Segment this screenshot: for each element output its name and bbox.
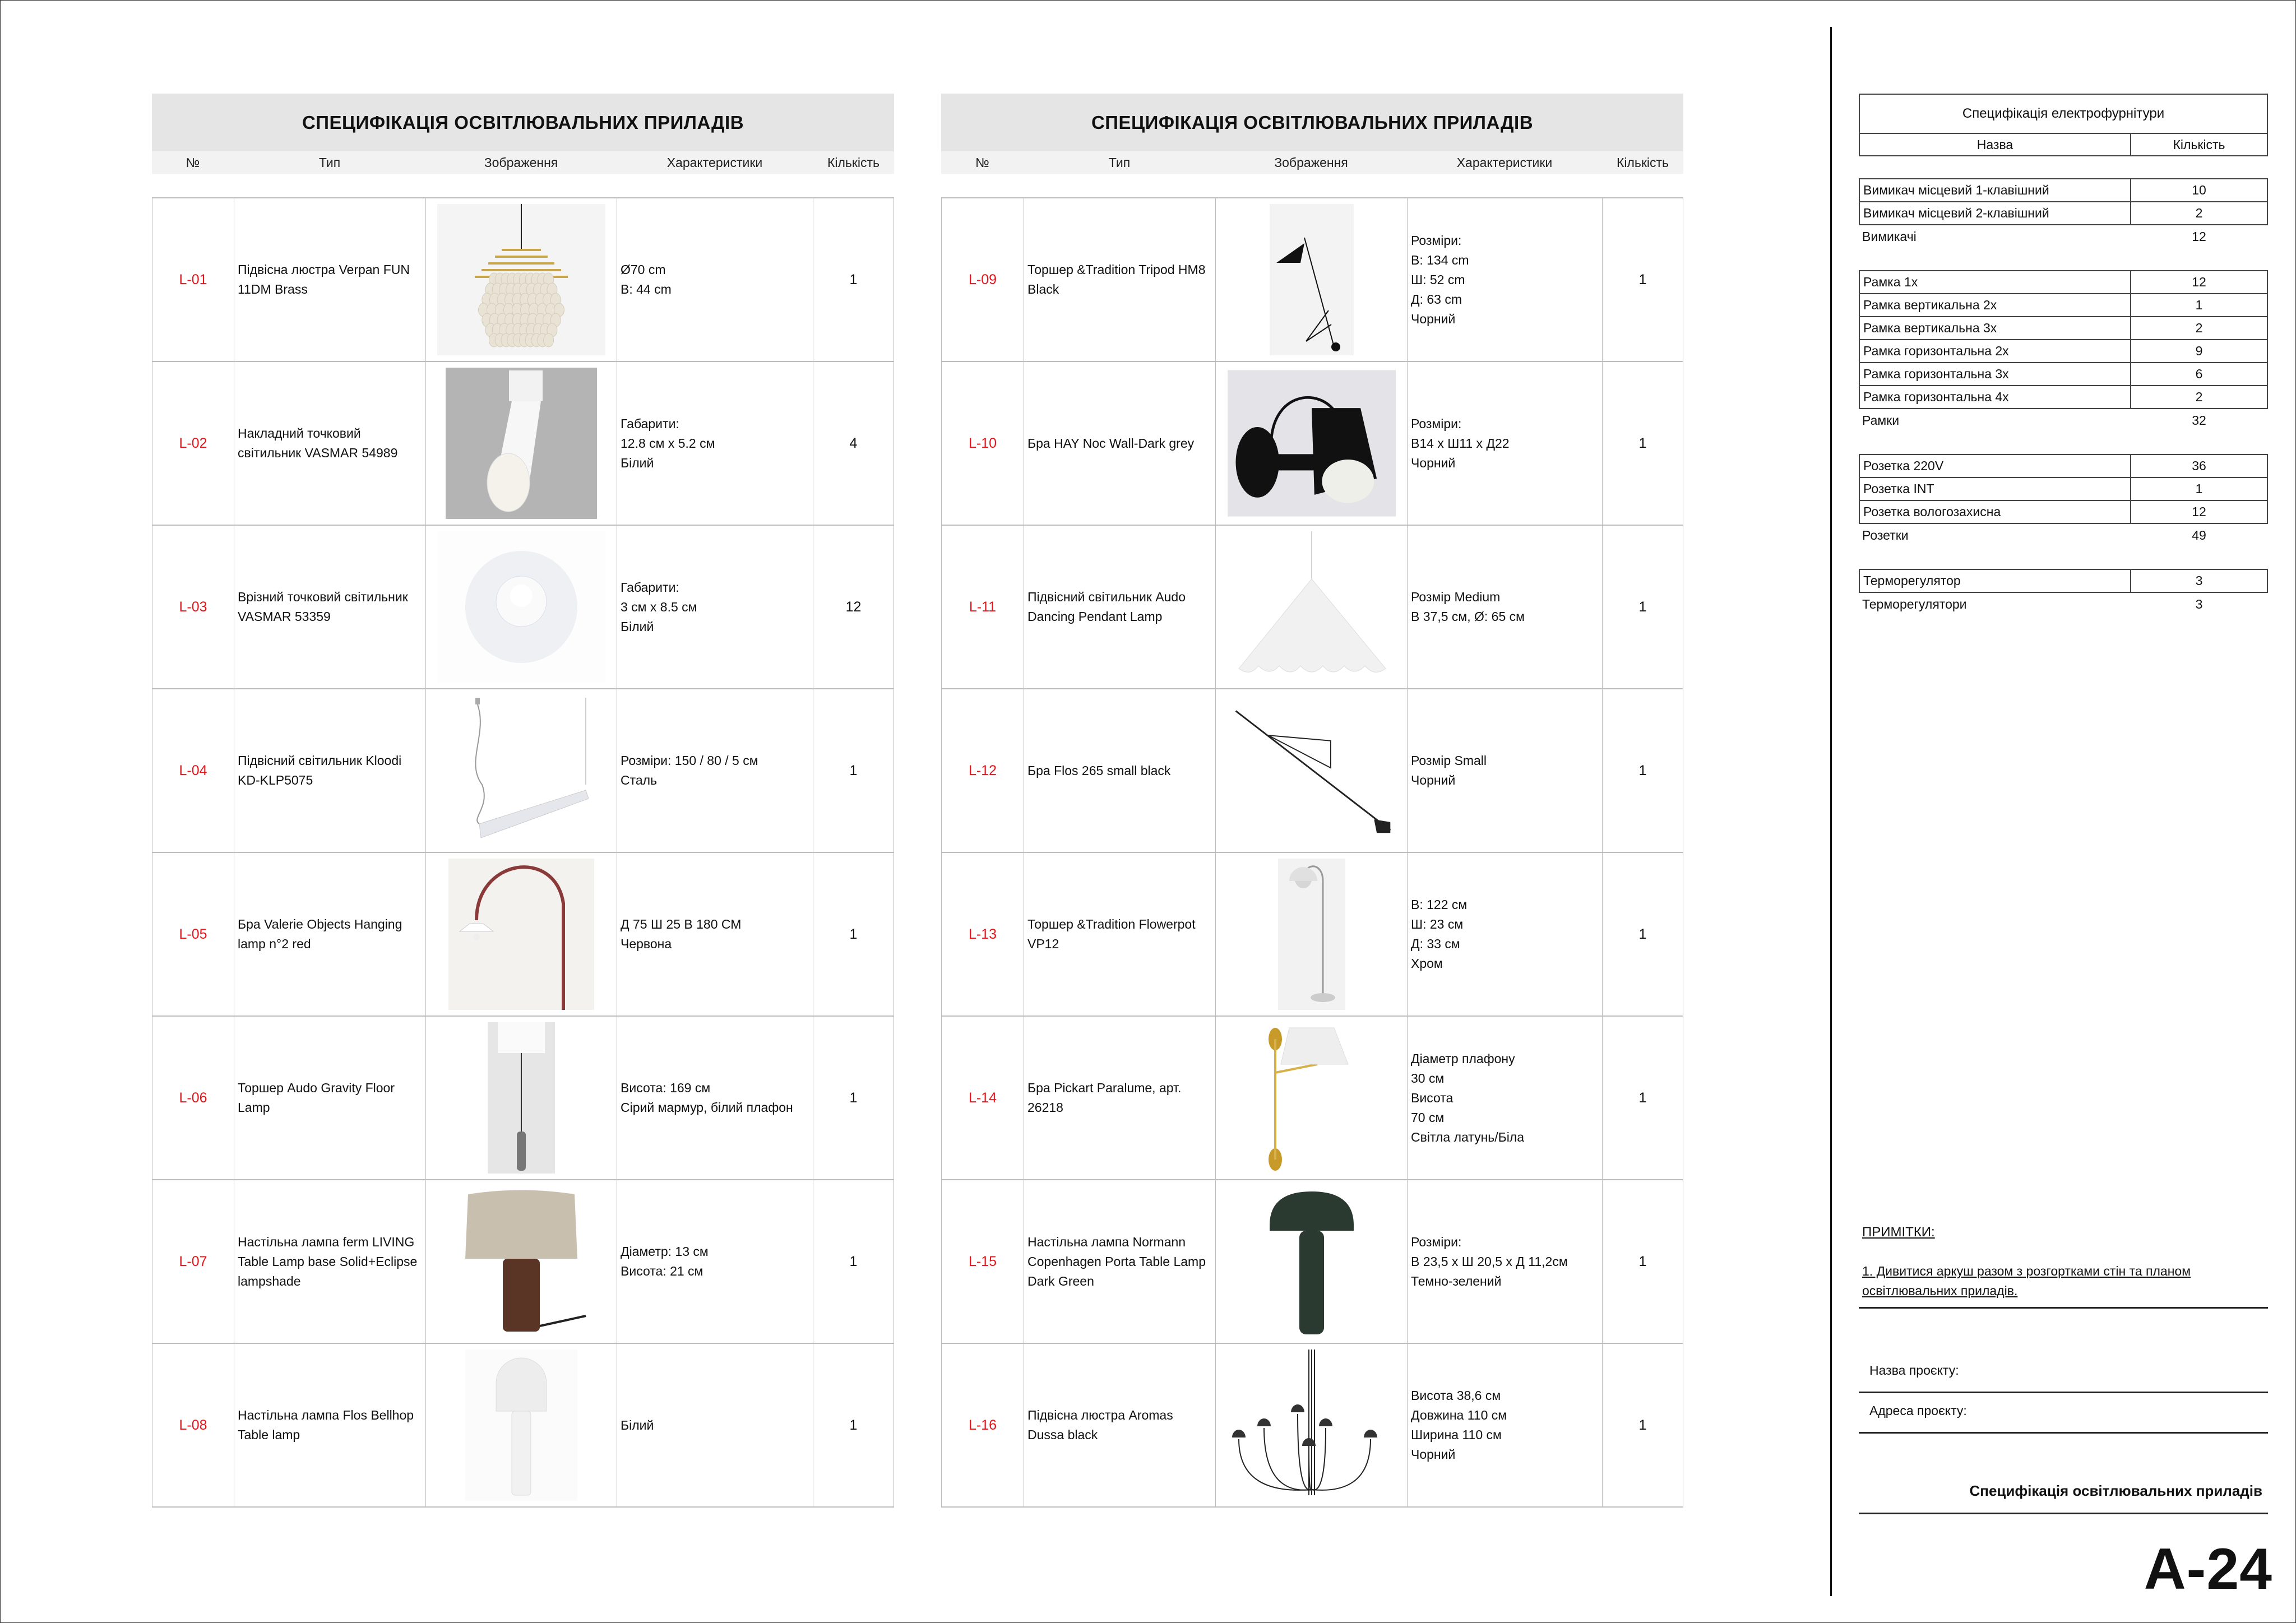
table-row bbox=[941, 853, 1683, 1017]
group-total-label: Терморегулятори bbox=[1862, 597, 1967, 611]
electrical-row bbox=[1860, 293, 2267, 316]
fixture-image-cell bbox=[1215, 689, 1407, 852]
table-row bbox=[941, 689, 1683, 853]
item-name: Рамка горизонтальна 4x bbox=[1860, 386, 2131, 408]
fixture-characteristics: Розмір Medium B 37,5 см, Ø: 65 см bbox=[1407, 526, 1602, 688]
fixture-code: L-16 bbox=[941, 1344, 1024, 1506]
fixture-type: Бра Valerie Objects Hanging lamp n°2 red bbox=[234, 853, 425, 1015]
wall-spot-black-icon bbox=[1228, 368, 1396, 519]
electrical-group bbox=[1859, 569, 2268, 616]
item-name: Вимикач місцевий 2-клавішний bbox=[1860, 202, 2131, 224]
table-row bbox=[152, 853, 894, 1017]
fixture-characteristics: Розміри: B: 134 cm Ш: 52 cm Д: 63 cm Чорний bbox=[1407, 198, 1602, 361]
item-quantity: 6 bbox=[2195, 367, 2203, 381]
fixture-characteristics: B: 122 см Ш: 23 см Д: 33 см Хром bbox=[1407, 853, 1602, 1015]
group-total-value: 12 bbox=[2192, 229, 2206, 244]
project-name-line bbox=[1859, 1392, 2268, 1393]
fixture-type: Настільна лампа ferm LIVING Table Lamp base Solid+Eclipse lampshade bbox=[234, 1180, 425, 1343]
fixture-characteristics: Розміри: B14 x Ш11 x Д22 Чорний bbox=[1407, 362, 1602, 525]
group-total-value: 32 bbox=[2192, 413, 2206, 428]
fixture-image-cell bbox=[425, 853, 617, 1015]
electrical-group bbox=[1859, 454, 2268, 547]
group-total-row bbox=[1859, 524, 2268, 547]
column-characteristics: Характеристики bbox=[1456, 155, 1553, 170]
fixture-type: Підвісна люстра Aromas Dussa black bbox=[1024, 1344, 1215, 1506]
fixture-quantity: 1 bbox=[1602, 1180, 1683, 1343]
fixture-type: Підвісний світильник Audo Dancing Pendant Lamp bbox=[1024, 526, 1215, 688]
column-quantity: Кількість bbox=[2173, 137, 2225, 152]
fixture-code: L-10 bbox=[941, 362, 1024, 525]
fixture-quantity: 1 bbox=[813, 853, 894, 1015]
fixture-quantity: 12 bbox=[813, 526, 894, 688]
fixture-image-cell bbox=[1215, 362, 1407, 525]
table-title: СПЕЦИФІКАЦІЯ ОСВІТЛЮВАЛЬНИХ ПРИЛАДІВ bbox=[152, 94, 894, 151]
fixture-image-cell bbox=[1215, 1344, 1407, 1506]
table-row bbox=[941, 198, 1683, 362]
electrical-row bbox=[1860, 362, 2267, 385]
lighting-spec-table-left bbox=[152, 94, 894, 1442]
table-row bbox=[941, 362, 1683, 526]
fixture-quantity: 1 bbox=[1602, 1344, 1683, 1506]
item-quantity: 2 bbox=[2195, 206, 2203, 220]
item-name: Рамка вертикальна 2x bbox=[1860, 294, 2131, 316]
linear-pendant-icon bbox=[437, 695, 605, 846]
fixture-image-cell bbox=[1215, 1017, 1407, 1179]
table-row bbox=[152, 1344, 894, 1508]
table-lamp-dark-green-icon bbox=[1228, 1186, 1396, 1337]
fixture-code: L-05 bbox=[152, 853, 234, 1015]
column-characteristics: Характеристики bbox=[666, 155, 763, 170]
fixture-characteristics: Габарити: 3 см x 8.5 см Білий bbox=[617, 526, 813, 688]
electrical-row bbox=[1860, 570, 2267, 592]
fixture-image-cell bbox=[425, 1180, 617, 1343]
flowerpot-floor-lamp-icon bbox=[1228, 859, 1396, 1010]
fixture-type: Бра Pickart Paralume, арт. 26218 bbox=[1024, 1017, 1215, 1179]
group-total-row bbox=[1859, 225, 2268, 248]
table-row bbox=[152, 526, 894, 689]
electrical-spec-table bbox=[1859, 94, 2268, 616]
fixture-quantity: 4 bbox=[813, 362, 894, 525]
fixture-characteristics: Розміри: 150 / 80 / 5 см Сталь bbox=[617, 689, 813, 852]
sheet-title-line bbox=[1859, 1513, 2268, 1514]
fixture-characteristics: Висота 38,6 см Довжина 110 см Ширина 110 см Чорний bbox=[1407, 1344, 1602, 1506]
fixture-quantity: 1 bbox=[813, 198, 894, 361]
column-quantity: Кількість bbox=[827, 155, 880, 170]
fixture-quantity: 1 bbox=[1602, 526, 1683, 688]
surface-spotlight-icon bbox=[437, 368, 605, 519]
fixture-image-cell bbox=[1215, 1180, 1407, 1343]
floor-lamp-marble-icon bbox=[437, 1022, 605, 1174]
column-image: Зображення bbox=[484, 155, 558, 170]
group-total-value: 49 bbox=[2192, 528, 2206, 542]
fixture-characteristics: Ø70 cm B: 44 cm bbox=[617, 198, 813, 361]
fixture-code: L-08 bbox=[152, 1344, 234, 1506]
sheet-code: A-24 bbox=[2144, 1537, 2272, 1602]
table-row bbox=[152, 689, 894, 853]
column-image: Зображення bbox=[1274, 155, 1348, 170]
electrical-row bbox=[1860, 179, 2267, 201]
electrical-group bbox=[1859, 270, 2268, 432]
fixture-type: Бра HAY Noc Wall-Dark grey bbox=[1024, 362, 1215, 525]
group-total-value: 3 bbox=[2195, 597, 2203, 611]
electrical-row bbox=[1860, 477, 2267, 500]
fixture-code: L-04 bbox=[152, 689, 234, 852]
fixture-code: L-07 bbox=[152, 1180, 234, 1343]
electrical-group-items bbox=[1859, 454, 2268, 524]
fixture-code: L-12 bbox=[941, 689, 1024, 852]
fixture-image-cell bbox=[425, 198, 617, 361]
electrical-group-items bbox=[1859, 178, 2268, 225]
arched-wall-lamp-icon bbox=[437, 859, 605, 1010]
electrical-row bbox=[1860, 339, 2267, 362]
column-name: Назва bbox=[1860, 134, 2131, 155]
column-header-row bbox=[941, 151, 1683, 174]
title-block-divider bbox=[1830, 27, 1832, 1596]
table-title: СПЕЦИФІКАЦІЯ ОСВІТЛЮВАЛЬНИХ ПРИЛАДІВ bbox=[941, 94, 1683, 151]
fixture-image-cell bbox=[425, 526, 617, 688]
fixture-image-cell bbox=[1215, 526, 1407, 688]
group-total-row bbox=[1859, 409, 2268, 432]
recessed-downlight-icon bbox=[437, 531, 605, 683]
electrical-row bbox=[1860, 271, 2267, 293]
fixture-type: Накладний точковий світильник VASMAR 54989 bbox=[234, 362, 425, 525]
fixture-image-cell bbox=[1215, 198, 1407, 361]
item-name: Вимикач місцевий 1-клавішний bbox=[1860, 179, 2131, 201]
group-total-row bbox=[1859, 593, 2268, 616]
item-name: Терморегулятор bbox=[1860, 570, 2131, 592]
fixture-code: L-02 bbox=[152, 362, 234, 525]
brass-wall-lamp-icon bbox=[1228, 1022, 1396, 1174]
item-name: Рамка горизонтальна 2x bbox=[1860, 340, 2131, 362]
fixture-code: L-03 bbox=[152, 526, 234, 688]
column-header-row bbox=[152, 151, 894, 174]
electrical-row bbox=[1860, 385, 2267, 408]
notes-heading: ПРИМІТКИ: bbox=[1862, 1225, 1935, 1240]
project-name-label: Назва проєкту: bbox=[1869, 1363, 1959, 1378]
item-quantity: 9 bbox=[2195, 344, 2203, 358]
fixture-characteristics: Розмір Small Чорний bbox=[1407, 689, 1602, 852]
fixture-quantity: 1 bbox=[1602, 853, 1683, 1015]
electrical-row bbox=[1860, 455, 2267, 477]
project-address-line bbox=[1859, 1432, 2268, 1434]
electrical-groups bbox=[1859, 178, 2268, 616]
fixture-quantity: 1 bbox=[813, 1017, 894, 1179]
table-row bbox=[941, 526, 1683, 689]
fixture-type: Підвісна люстра Verpan FUN 11DM Brass bbox=[234, 198, 425, 361]
fixture-type: Врізний точковий світильник VASMAR 53359 bbox=[234, 526, 425, 688]
swing-arm-wall-lamp-icon bbox=[1228, 695, 1396, 846]
item-quantity: 36 bbox=[2192, 458, 2206, 473]
fixture-image-cell bbox=[425, 689, 617, 852]
black-chandelier-icon bbox=[1228, 1350, 1396, 1501]
electrical-column-header bbox=[1859, 134, 2268, 156]
item-quantity: 12 bbox=[2192, 504, 2206, 519]
item-name: Рамка вертикальна 3x bbox=[1860, 317, 2131, 339]
item-quantity: 2 bbox=[2195, 321, 2203, 335]
electrical-row bbox=[1860, 500, 2267, 523]
table-row bbox=[941, 1017, 1683, 1180]
fixture-quantity: 1 bbox=[813, 689, 894, 852]
group-total-label: Вимикачі bbox=[1862, 229, 1917, 244]
fixture-type: Настільна лампа Flos Bellhop Table lamp bbox=[234, 1344, 425, 1506]
fixture-code: L-13 bbox=[941, 853, 1024, 1015]
electrical-row bbox=[1860, 316, 2267, 339]
fixture-characteristics: Габарити: 12.8 см x 5.2 см Білий bbox=[617, 362, 813, 525]
item-name: Рамка 1x bbox=[1860, 271, 2131, 293]
item-name: Розетка вологозахисна bbox=[1860, 501, 2131, 523]
fixture-code: L-09 bbox=[941, 198, 1024, 361]
fixture-characteristics: Д 75 Ш 25 В 180 СМ Червона bbox=[617, 853, 813, 1015]
table-row bbox=[941, 1180, 1683, 1344]
electrical-row bbox=[1860, 201, 2267, 224]
fixture-type: Настільна лампа Normann Copenhagen Porta Table Lamp Dark Green bbox=[1024, 1180, 1215, 1343]
column-number: № bbox=[186, 155, 200, 170]
item-quantity: 1 bbox=[2195, 298, 2203, 312]
item-name: Розетка INT bbox=[1860, 478, 2131, 500]
fixture-characteristics: Діаметр плафону 30 см Висота 70 см Світла латунь/Біла bbox=[1407, 1017, 1602, 1179]
lighting-spec-table-right bbox=[941, 94, 1683, 1462]
group-total-label: Рамки bbox=[1862, 413, 1900, 428]
fixture-type: Торшер &Tradition Tripod HM8 Black bbox=[1024, 198, 1215, 361]
table-row bbox=[152, 362, 894, 526]
electrical-group-items bbox=[1859, 270, 2268, 409]
table-row bbox=[152, 1017, 894, 1180]
table-row bbox=[152, 198, 894, 362]
electrical-group bbox=[1859, 178, 2268, 248]
item-name: Рамка горизонтальна 3x bbox=[1860, 363, 2131, 385]
fixture-quantity: 1 bbox=[813, 1344, 894, 1506]
electrical-group-items bbox=[1859, 569, 2268, 593]
item-name: Розетка 220V bbox=[1860, 455, 2131, 477]
column-number: № bbox=[975, 155, 989, 170]
fixture-quantity: 1 bbox=[1602, 362, 1683, 525]
column-type: Тип bbox=[1108, 155, 1131, 170]
item-quantity: 12 bbox=[2192, 275, 2206, 289]
group-total-label: Розетки bbox=[1862, 528, 1909, 542]
fixture-type: Торшер Audo Gravity Floor Lamp bbox=[234, 1017, 425, 1179]
item-quantity: 10 bbox=[2192, 183, 2206, 197]
fixture-code: L-15 bbox=[941, 1180, 1024, 1343]
column-quantity: Кількість bbox=[1616, 155, 1669, 170]
fixture-image-cell bbox=[425, 1344, 617, 1506]
table-body bbox=[941, 197, 1683, 1508]
fixture-image-cell bbox=[425, 1017, 617, 1179]
fixture-code: L-06 bbox=[152, 1017, 234, 1179]
fixture-code: L-14 bbox=[941, 1017, 1024, 1179]
fixture-quantity: 1 bbox=[1602, 1017, 1683, 1179]
item-quantity: 2 bbox=[2195, 389, 2203, 404]
electrical-spec-title: Специфікація електрофурнітури bbox=[1859, 94, 2268, 134]
notes-text: 1. Дивитися аркуш разом з розгортками стін та планом освітлювальних приладів. bbox=[1862, 1264, 2191, 1298]
fixture-image-cell bbox=[1215, 853, 1407, 1015]
fixture-characteristics: Білий bbox=[617, 1344, 813, 1506]
fixture-code: L-01 bbox=[152, 198, 234, 361]
fixture-type: Бра Flos 265 small black bbox=[1024, 689, 1215, 852]
item-quantity: 1 bbox=[2195, 481, 2203, 496]
fixture-image-cell bbox=[425, 362, 617, 525]
table-row bbox=[152, 1180, 894, 1344]
fixture-quantity: 1 bbox=[813, 1180, 894, 1343]
column-type: Тип bbox=[318, 155, 341, 170]
notes-divider bbox=[1859, 1307, 2268, 1309]
fixture-characteristics: Діаметр: 13 см Висота: 21 см bbox=[617, 1180, 813, 1343]
notes-section bbox=[1859, 1225, 2268, 1301]
fixture-type: Торшер &Tradition Flowerpot VP12 bbox=[1024, 853, 1215, 1015]
fixture-quantity: 1 bbox=[1602, 689, 1683, 852]
project-address-label: Адреса проєкту: bbox=[1869, 1403, 1967, 1418]
tripod-floor-lamp-icon bbox=[1228, 204, 1396, 355]
fixture-quantity: 1 bbox=[1602, 198, 1683, 361]
item-quantity: 3 bbox=[2195, 573, 2203, 588]
fixture-characteristics: Розміри: B 23,5 x Ш 20,5 x Д 11,2см Темно-зелений bbox=[1407, 1180, 1602, 1343]
shell-chandelier-icon bbox=[437, 204, 605, 355]
fixture-code: L-11 bbox=[941, 526, 1024, 688]
table-lamp-linen-icon bbox=[437, 1186, 605, 1337]
pleated-pendant-icon bbox=[1228, 531, 1396, 683]
fixture-type: Підвісний світильник Kloodi KD-KLP5075 bbox=[234, 689, 425, 852]
table-row bbox=[941, 1344, 1683, 1508]
table-lamp-mushroom-white-icon bbox=[437, 1350, 605, 1501]
sheet-title: Специфікація освітлювальних приладів bbox=[1969, 1482, 2262, 1499]
fixture-characteristics: Висота: 169 см Сірий мармур, білий плафон bbox=[617, 1017, 813, 1179]
table-body bbox=[152, 197, 894, 1508]
